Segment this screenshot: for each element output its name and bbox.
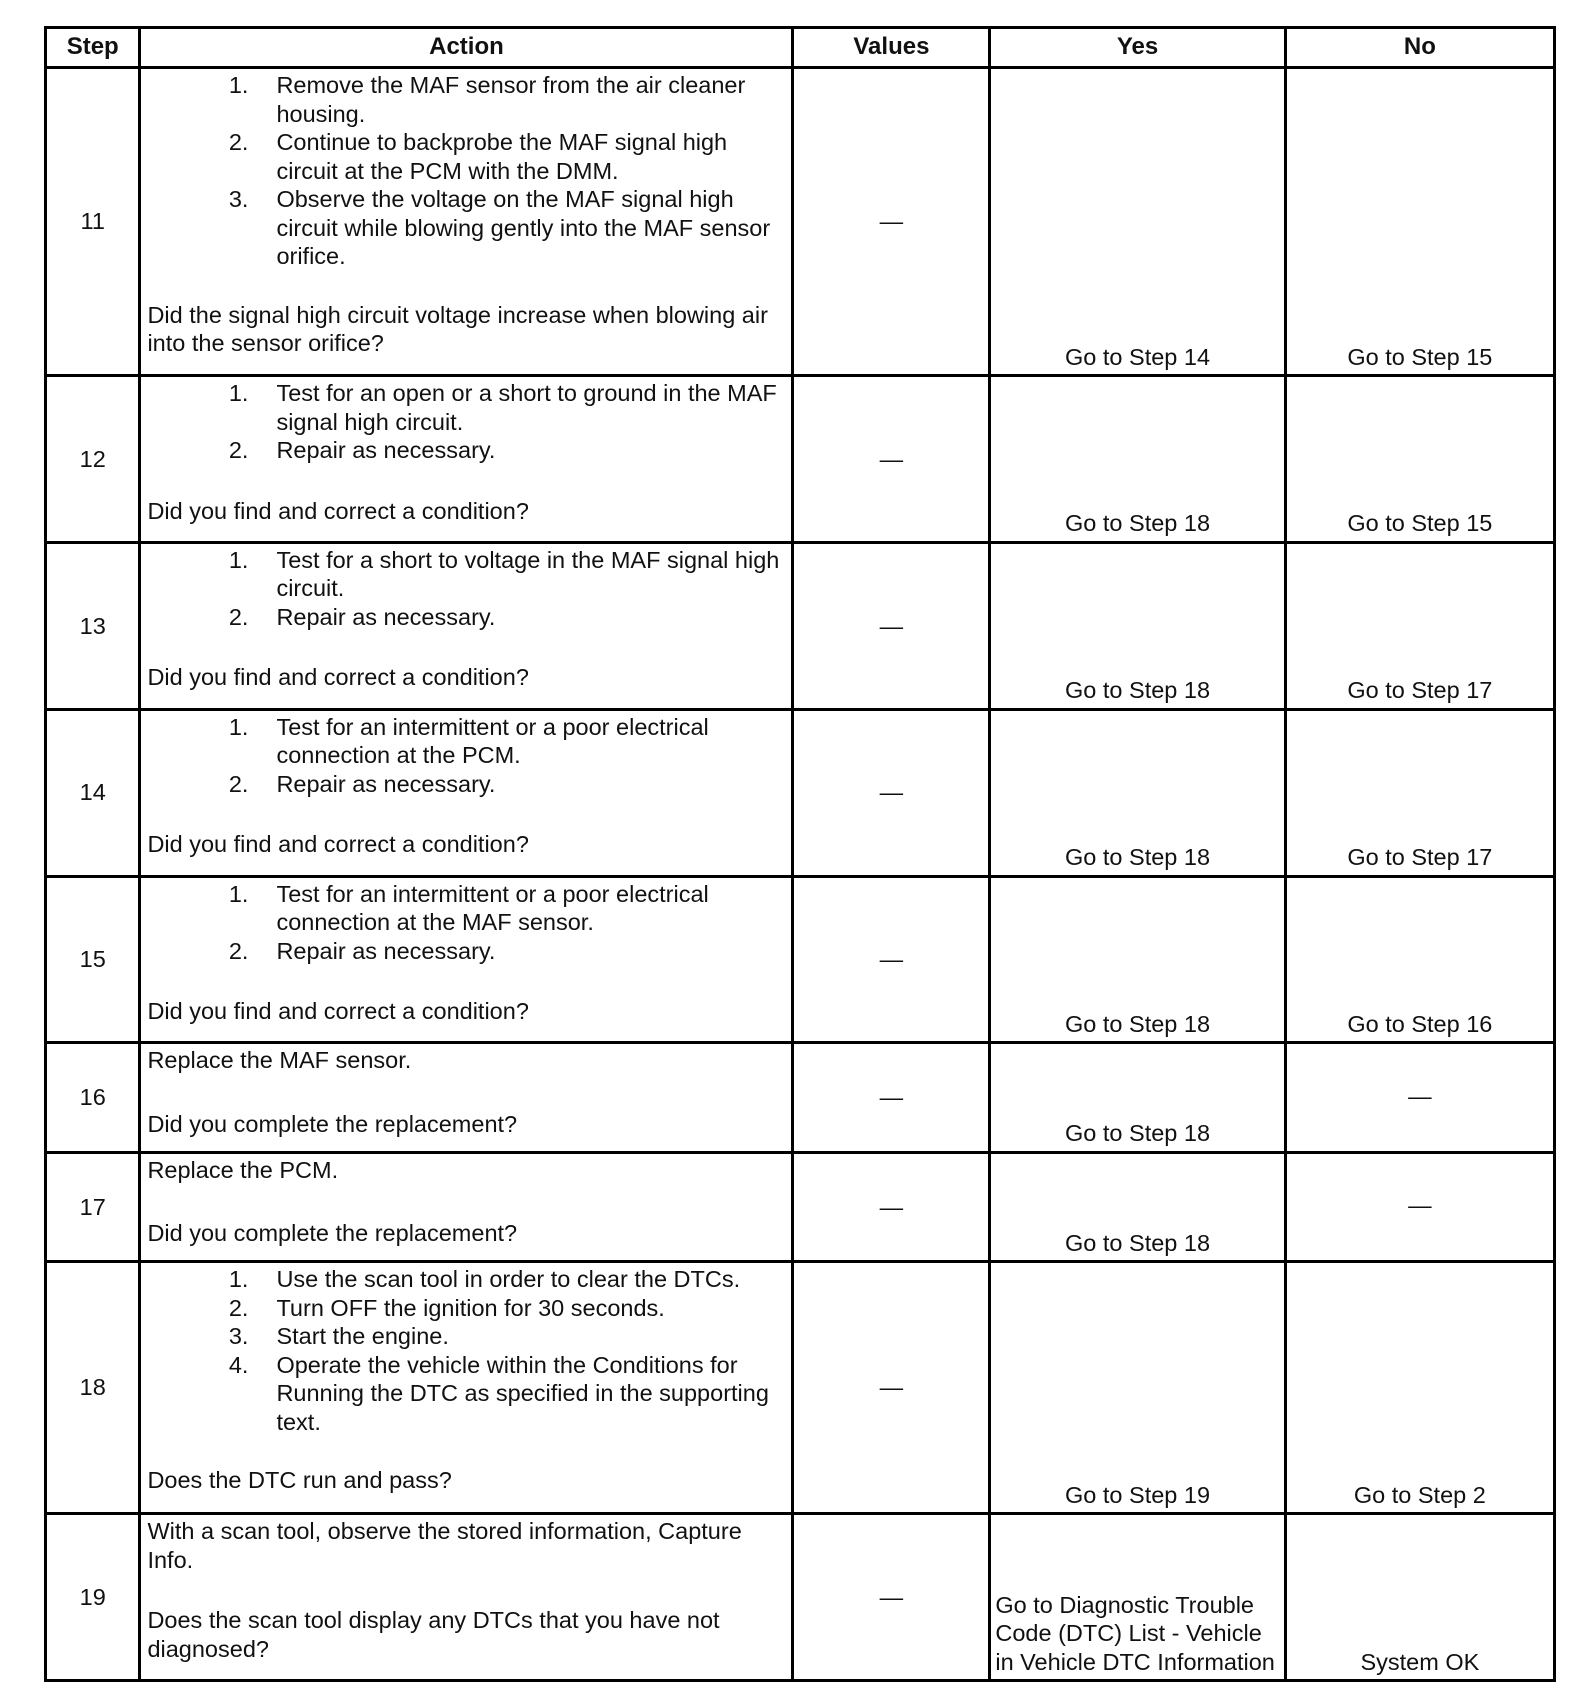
- yes-action: Go to Diagnostic Trouble Code (DTC) List - Vehicle in Vehicle DTC Information: [995, 1591, 1275, 1675]
- header-action: Action: [140, 28, 793, 68]
- action-step-index: 2.: [228, 937, 249, 964]
- action-step-list: [147, 379, 785, 465]
- yes-action: Go to Step 14: [1065, 343, 1211, 370]
- action-cell: [140, 1152, 793, 1261]
- no-cell: [1285, 1262, 1554, 1514]
- table-row: [46, 1262, 1555, 1514]
- value-cell: —: [793, 1043, 990, 1152]
- action-intro: Replace the PCM.: [147, 1156, 339, 1183]
- action-instructions: [147, 1156, 785, 1185]
- step-number: 11: [46, 68, 140, 376]
- action-step-list: [147, 713, 785, 799]
- no-action: Go to Step 16: [1347, 1010, 1493, 1037]
- table-row: [46, 68, 1555, 376]
- action-question: Did you find and correct a condition?: [147, 664, 529, 691]
- step-number: 15: [46, 876, 140, 1043]
- action-step-index: 1.: [228, 1266, 249, 1293]
- no-action: Go to Step 15: [1347, 343, 1493, 370]
- yes-cell: [990, 1152, 1285, 1261]
- header-values: Values: [793, 28, 990, 68]
- action-step-index: 3.: [228, 1323, 249, 1350]
- action-step-text: Repair as necessary.: [276, 603, 496, 630]
- value-cell: —: [793, 1514, 990, 1681]
- action-cell: [140, 542, 793, 709]
- no-cell: [1285, 68, 1554, 376]
- action-step-item: [147, 1351, 785, 1437]
- yes-cell: [990, 68, 1285, 376]
- action-step-text: Test for an intermittent or a poor electrical connection at the MAF sensor.: [276, 880, 709, 936]
- value-cell: —: [793, 1262, 990, 1514]
- yes-action: Go to Step 18: [1065, 510, 1211, 537]
- action-step-item: [147, 128, 785, 185]
- action-cell: [140, 709, 793, 876]
- action-content: [141, 711, 791, 862]
- action-step-text: Observe the voltage on the MAF signal high circuit while blowing gently into the MAF sensor orifice.: [276, 186, 771, 269]
- value-cell: —: [793, 542, 990, 709]
- no-cell: [1285, 709, 1554, 876]
- action-step-index: 2.: [228, 770, 249, 797]
- action-content: [141, 1044, 791, 1141]
- value-cell: —: [793, 709, 990, 876]
- action-question: Did the signal high circuit voltage increase when blowing air into the sensor orifice?: [147, 301, 768, 356]
- action-intro: With a scan tool, observe the stored information, Capture Info.: [147, 1518, 742, 1573]
- no-action: —: [1408, 1192, 1432, 1219]
- action-content: [141, 878, 791, 1029]
- action-cell: [140, 68, 793, 376]
- yes-cell: [990, 1514, 1285, 1681]
- action-step-text: Use the scan tool in order to clear the DTCs.: [276, 1266, 741, 1293]
- action-step-item: [147, 603, 785, 632]
- action-step-item: [147, 1322, 785, 1351]
- no-cell: [1285, 876, 1554, 1043]
- action-question: Did you complete the replacement?: [147, 1110, 518, 1137]
- action-question: Did you find and correct a condition?: [147, 831, 529, 858]
- yes-action: Go to Step 18: [1065, 1120, 1211, 1147]
- action-instructions: [147, 546, 785, 632]
- action-step-index: 1.: [228, 546, 249, 573]
- header-row: [46, 28, 1555, 68]
- action-step-index: 4.: [228, 1351, 249, 1378]
- yes-action: Go to Step 18: [1065, 1229, 1211, 1256]
- yes-action: Go to Step 19: [1065, 1481, 1211, 1508]
- action-step-list: [147, 880, 785, 966]
- action-content: [141, 377, 791, 528]
- action-content: [141, 1154, 791, 1251]
- action-step-index: 1.: [228, 72, 249, 98]
- header-step: Step: [46, 28, 140, 68]
- yes-cell: [990, 876, 1285, 1043]
- no-cell: [1285, 1043, 1554, 1152]
- action-cell: [140, 1514, 793, 1681]
- action-step-text: Start the engine.: [276, 1323, 449, 1350]
- value-cell: —: [793, 376, 990, 543]
- action-step-item: [147, 1265, 785, 1294]
- yes-cell: [990, 376, 1285, 543]
- no-action: Go to Step 17: [1347, 844, 1493, 871]
- value-cell: —: [793, 876, 990, 1043]
- yes-action: Go to Step 18: [1065, 677, 1211, 704]
- action-cell: [140, 1262, 793, 1514]
- table-row: [46, 542, 1555, 709]
- action-content: [141, 69, 791, 356]
- action-step-item: [147, 713, 785, 770]
- action-step-list: [147, 71, 785, 271]
- action-cell: [140, 376, 793, 543]
- diagnostic-table: [44, 26, 1556, 1682]
- action-step-text: Operate the vehicle within the Conditions for Running the DTC as specified in the supporting text.: [276, 1351, 769, 1435]
- action-step-index: 2.: [228, 129, 249, 155]
- action-step-text: Test for a short to voltage in the MAF signal high circuit.: [276, 546, 780, 602]
- action-step-index: 1.: [228, 713, 249, 740]
- action-step-index: 2.: [228, 1294, 249, 1321]
- action-cell: [140, 1043, 793, 1152]
- action-content: [141, 544, 791, 695]
- step-number: 13: [46, 542, 140, 709]
- action-intro: Replace the MAF sensor.: [147, 1047, 412, 1074]
- header-no: No: [1285, 28, 1554, 68]
- table-row: [46, 1514, 1555, 1681]
- no-action: —: [1408, 1082, 1432, 1109]
- action-step-index: 2.: [228, 437, 249, 464]
- action-step-text: Repair as necessary.: [276, 437, 496, 464]
- action-question: Does the DTC run and pass?: [147, 1467, 452, 1494]
- step-number: 17: [46, 1152, 140, 1261]
- action-content: [141, 1515, 791, 1666]
- action-step-list: [147, 546, 785, 632]
- yes-action: Go to Step 18: [1065, 1010, 1211, 1037]
- action-step-item: [147, 770, 785, 799]
- no-cell: [1285, 542, 1554, 709]
- action-instructions: [147, 379, 785, 465]
- step-number: 16: [46, 1043, 140, 1152]
- action-question: Does the scan tool display any DTCs that you have not diagnosed?: [147, 1607, 720, 1662]
- action-step-item: [147, 436, 785, 465]
- action-instructions: [147, 1265, 785, 1436]
- table-row: [46, 709, 1555, 876]
- no-cell: [1285, 1152, 1554, 1261]
- action-step-text: Repair as necessary.: [276, 770, 496, 797]
- action-step-item: [147, 546, 785, 603]
- action-step-index: 1.: [228, 880, 249, 907]
- action-step-text: Continue to backprobe the MAF signal high circuit at the PCM with the DMM.: [276, 129, 728, 184]
- action-step-index: 1.: [228, 380, 249, 407]
- value-cell: —: [793, 1152, 990, 1261]
- yes-cell: [990, 709, 1285, 876]
- no-action: System OK: [1360, 1648, 1480, 1675]
- action-question: Did you find and correct a condition?: [147, 998, 529, 1025]
- action-step-text: Test for an intermittent or a poor electrical connection at the PCM.: [276, 713, 709, 769]
- action-instructions: [147, 713, 785, 799]
- action-instructions: [147, 71, 785, 271]
- action-instructions: [147, 1046, 785, 1075]
- action-step-item: [147, 379, 785, 436]
- action-instructions: [147, 1517, 785, 1574]
- action-cell: [140, 876, 793, 1043]
- table-row: [46, 876, 1555, 1043]
- no-cell: [1285, 376, 1554, 543]
- table-row: [46, 376, 1555, 543]
- action-question: Did you find and correct a condition?: [147, 497, 529, 524]
- step-number: 12: [46, 376, 140, 543]
- action-step-text: Turn OFF the ignition for 30 seconds.: [276, 1294, 665, 1321]
- action-step-item: [147, 880, 785, 937]
- table-row: [46, 1152, 1555, 1261]
- yes-cell: [990, 1043, 1285, 1152]
- action-step-index: 2.: [228, 603, 249, 630]
- table-row: [46, 1043, 1555, 1152]
- step-number: 14: [46, 709, 140, 876]
- step-number: 19: [46, 1514, 140, 1681]
- no-action: Go to Step 17: [1347, 677, 1493, 704]
- table-body: [46, 68, 1555, 1681]
- action-step-text: Test for an open or a short to ground in the MAF signal high circuit.: [276, 380, 777, 435]
- action-step-item: [147, 1294, 785, 1323]
- action-step-item: [147, 71, 785, 128]
- action-step-list: [147, 1265, 785, 1436]
- action-step-text: Repair as necessary.: [276, 937, 496, 964]
- action-step-index: 3.: [228, 186, 249, 212]
- action-content: [141, 1263, 791, 1494]
- step-number: 18: [46, 1262, 140, 1514]
- action-instructions: [147, 880, 785, 966]
- header-yes: Yes: [990, 28, 1285, 68]
- value-cell: —: [793, 68, 990, 376]
- yes-cell: [990, 542, 1285, 709]
- action-step-item: [147, 185, 785, 271]
- yes-cell: [990, 1262, 1285, 1514]
- action-step-text: Remove the MAF sensor from the air cleaner housing.: [276, 72, 746, 127]
- action-step-item: [147, 937, 785, 966]
- no-action: Go to Step 2: [1353, 1481, 1486, 1508]
- no-cell: [1285, 1514, 1554, 1681]
- no-action: Go to Step 15: [1347, 510, 1493, 537]
- yes-action: Go to Step 18: [1065, 844, 1211, 871]
- action-question: Did you complete the replacement?: [147, 1220, 518, 1247]
